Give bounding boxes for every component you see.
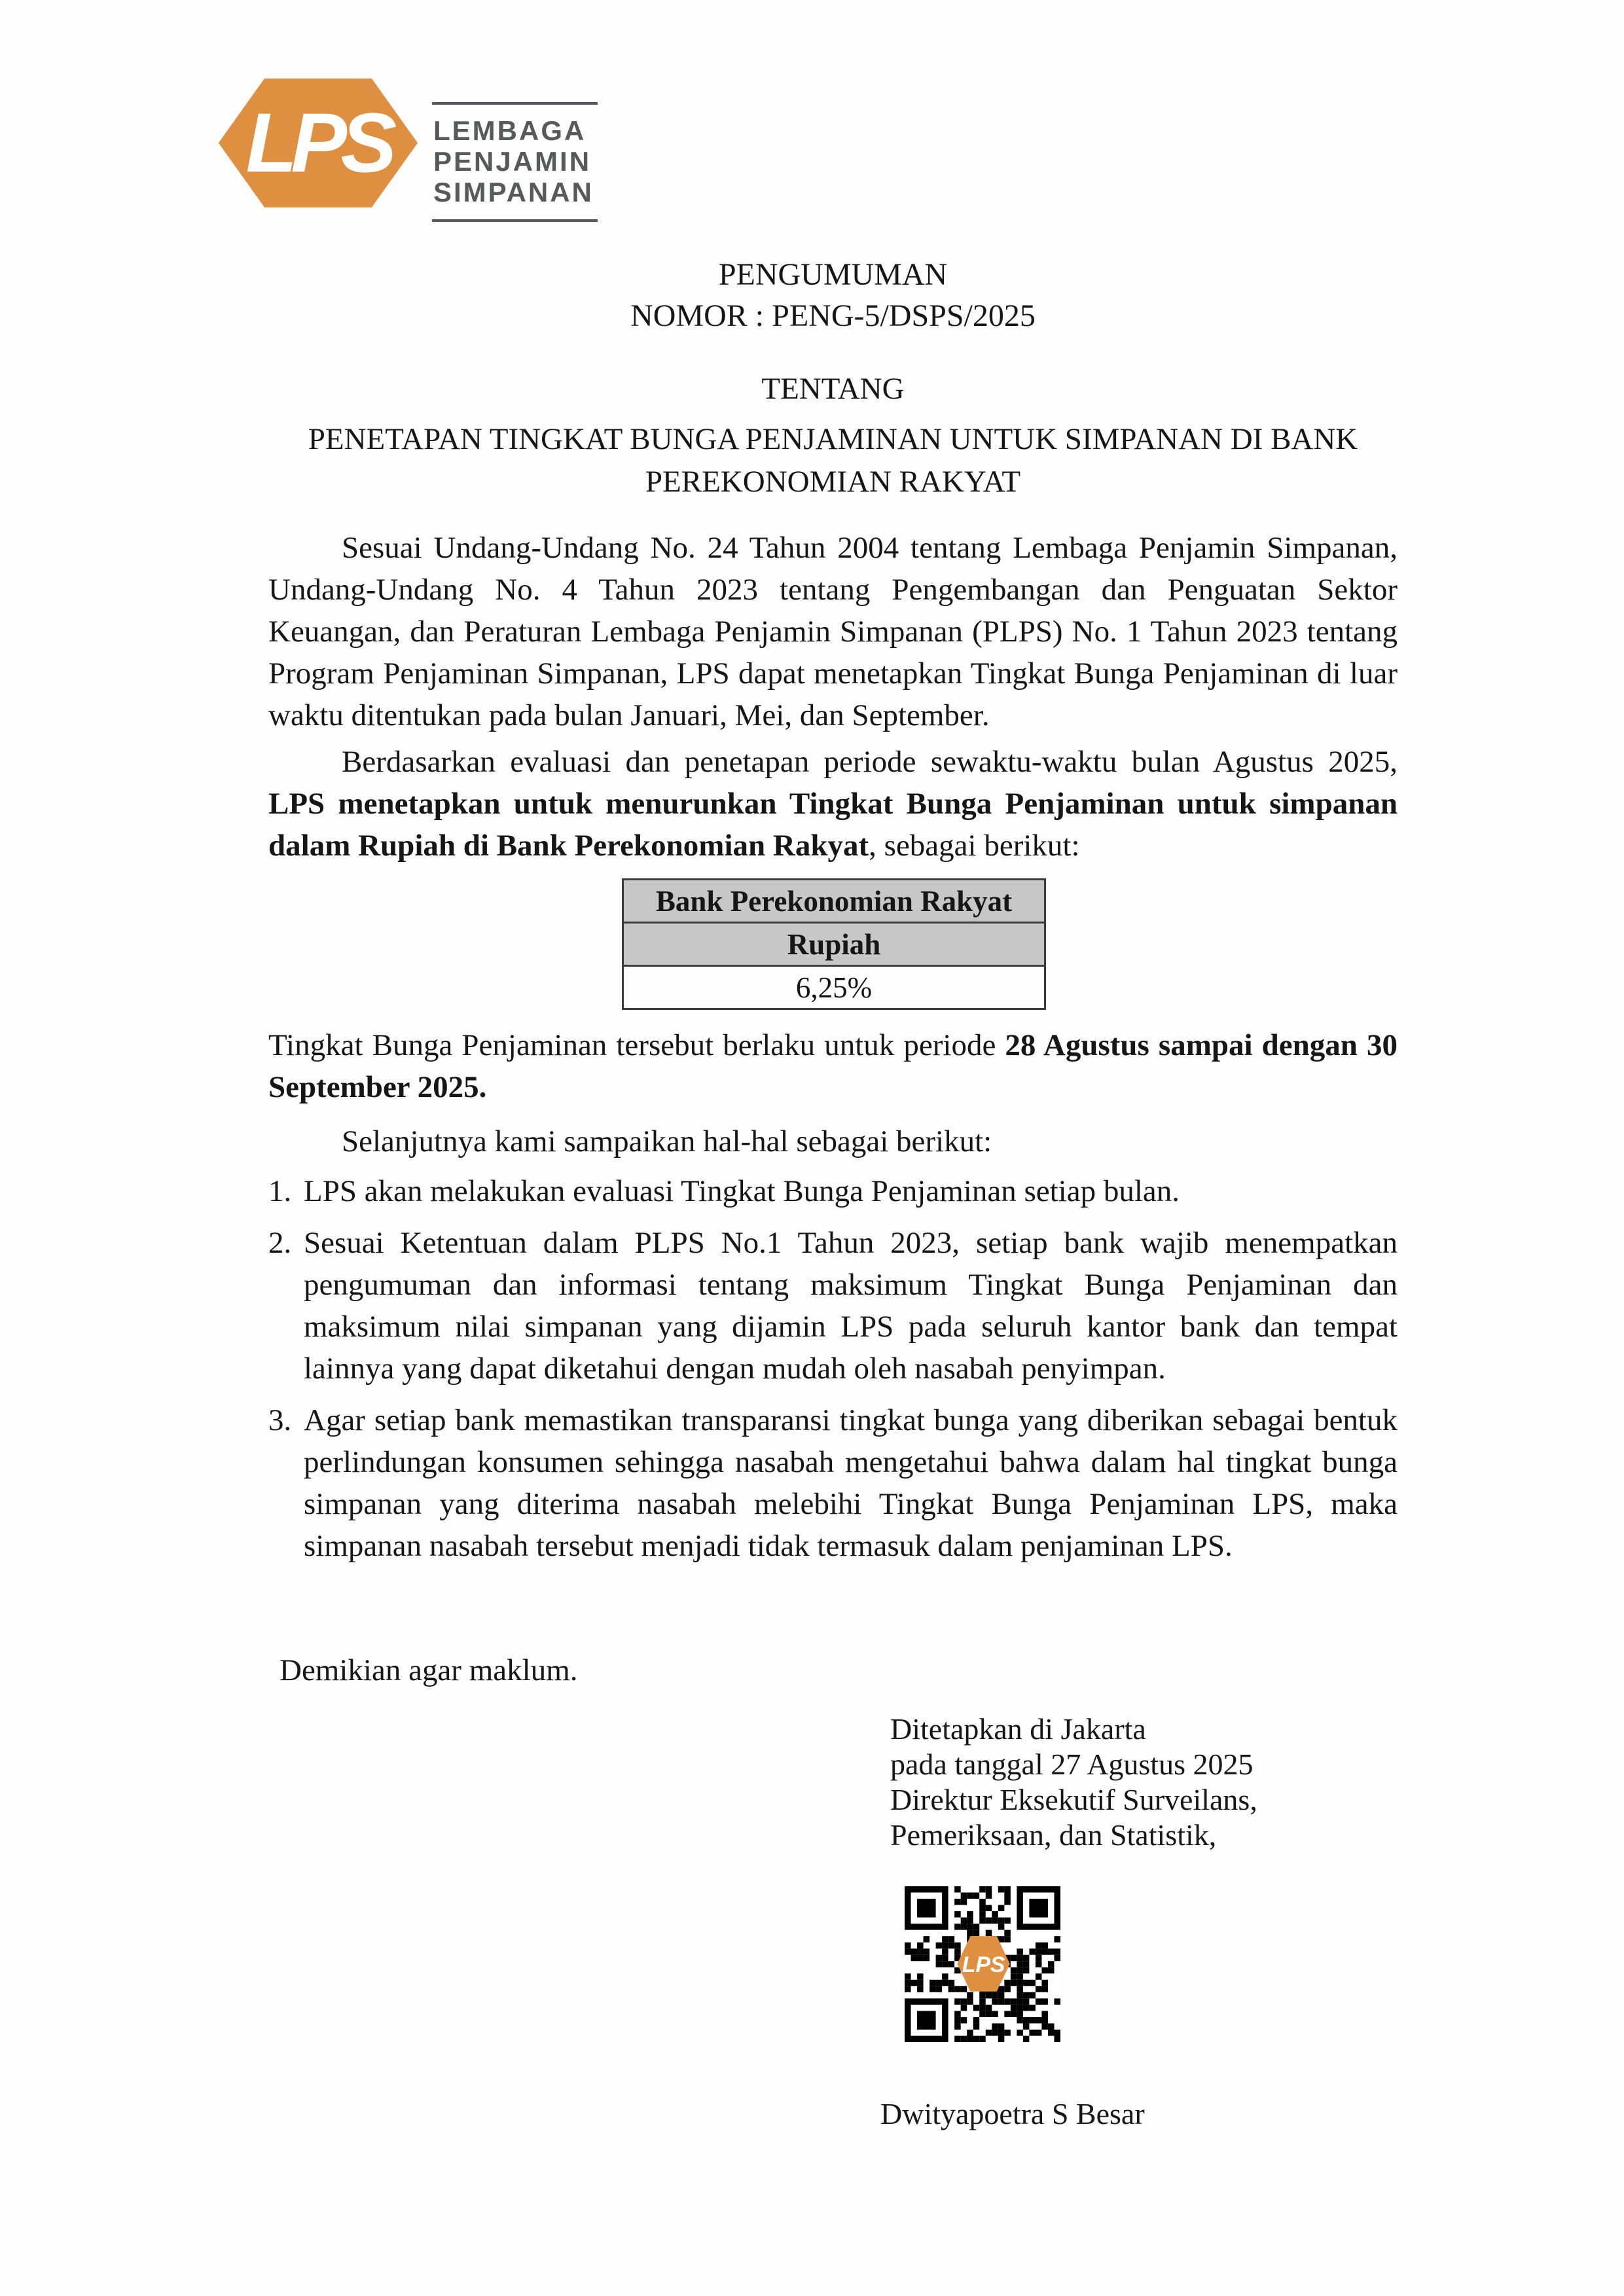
list-item	[268, 1170, 1398, 1212]
closing-remark: Demikian agar maklum.	[280, 1653, 578, 1687]
paragraph-text: Tingkat Bunga Penjaminan tersebut berlaku untuk periode	[268, 1028, 1005, 1062]
paragraph-period	[268, 1024, 1398, 1108]
document-title-block	[268, 254, 1398, 336]
document-subject: PENETAPAN TINGKAT BUNGA PENJAMINAN UNTUK SIMPANAN DI BANK PEREKONOMIAN RAKYAT	[308, 422, 1358, 499]
lps-logo-wordmark	[432, 102, 598, 222]
list-item-number: 1.	[268, 1174, 292, 1208]
logo-word-line: LEMBAGA	[433, 115, 586, 146]
document-number: NOMOR : PENG-5/DSPS/2025	[630, 298, 1036, 333]
lps-logo	[215, 76, 598, 222]
list-item-text: Agar setiap bank memastikan transparansi tingkat bunga yang diberikan sebagai bentuk perlindungan konsumen sehingga nasabah mengetahui bahwa dalam hal tingkat bunga simpanan yang diterima nasabah melebihi Tingkat Bunga Penjaminan LPS, maka simpanan nasabah tersebut menjadi tidak termasuk dalam penjaminan LPS.	[304, 1403, 1398, 1563]
signature-block	[890, 1712, 1257, 1853]
paragraph-text-bold: LPS menetapkan untuk menurunkan Tingkat Bunga Penjaminan untuk simpanan dalam Rupiah di Bank Perekonomian Rakyat	[268, 787, 1398, 863]
document-title: PENGUMUMAN	[718, 257, 948, 292]
paragraph-text-bold: 28 Agustus sampai dengan 30 September 2025.	[268, 1028, 1398, 1104]
lps-hexagon-icon	[215, 76, 419, 212]
paragraph-legal-basis	[268, 527, 1398, 736]
svg-text:LPS: LPS	[245, 96, 391, 190]
list-item	[268, 1399, 1398, 1567]
paragraph-text: Berdasarkan evaluasi dan penetapan periode sewaktu-waktu bulan Agustus 2025,	[342, 745, 1398, 779]
logo-word-line: SIMPANAN	[433, 177, 594, 207]
qr-code	[905, 1886, 1060, 2042]
list-item-text: LPS akan melakukan evaluasi Tingkat Bunga Penjaminan setiap bulan.	[304, 1174, 1180, 1208]
list-item	[268, 1222, 1398, 1390]
paragraph-list-intro	[268, 1121, 1398, 1162]
document-subject-block	[268, 368, 1398, 503]
table-cell-rate-value: 6,25%	[795, 971, 873, 1004]
signature-title-line2: Pemeriksaan, dan Statistik,	[890, 1818, 1217, 1852]
signature-place: Ditetapkan di Jakarta	[890, 1712, 1146, 1746]
table-header-bank-type: Bank Perekonomian Rakyat	[624, 880, 1044, 924]
paragraph-text: Sesuai Undang-Undang No. 24 Tahun 2004 tentang Lembaga Penjamin Simpanan, Undang-Undang No. 4 Tahun 2023 tentang Pengembangan dan Penguatan Sektor Keuangan, dan Peraturan Lembaga Penjamin Simpanan (PLPS) No. 1 Tahun 2023 tentang Program Penjaminan Simpanan, LPS dapat menetapkan Tingkat Bunga Penjaminan di luar waktu ditentukan pada bulan Januari, Mei, dan September.	[268, 531, 1398, 732]
guarantee-rate-table	[622, 878, 1046, 1010]
list-item-number: 3.	[268, 1403, 292, 1437]
list-item-number: 2.	[268, 1226, 292, 1260]
list-item-text: Sesuai Ketentuan dalam PLPS No.1 Tahun 2023, setiap bank wajib menempatkan pengumuman dan informasi tentang maksimum Tingkat Bunga Penjaminan dan maksimum nilai simpanan yang dijamin LPS pada seluruh kantor bank dan tempat lainnya yang dapat diketahui dengan mudah oleh nasabah penyimpan.	[304, 1226, 1398, 1386]
logo-word-line: PENJAMIN	[433, 146, 592, 177]
signer-name: Dwityapoetra S Besar	[880, 2097, 1145, 2130]
about-label: TENTANG	[761, 372, 905, 406]
paragraph-text: , sebagai berikut:	[869, 829, 1080, 863]
points-list	[268, 1170, 1398, 1577]
table-header-currency: Rupiah	[624, 924, 1044, 967]
signature-date: pada tanggal 27 Agustus 2025	[890, 1748, 1254, 1781]
paragraph-decision	[268, 741, 1398, 867]
paragraph-text: Selanjutnya kami sampaikan hal-hal sebagai berikut:	[342, 1124, 992, 1158]
signature-title-line1: Direktur Eksekutif Surveilans,	[890, 1783, 1257, 1816]
svg-text:LPS: LPS	[962, 1952, 1005, 1978]
